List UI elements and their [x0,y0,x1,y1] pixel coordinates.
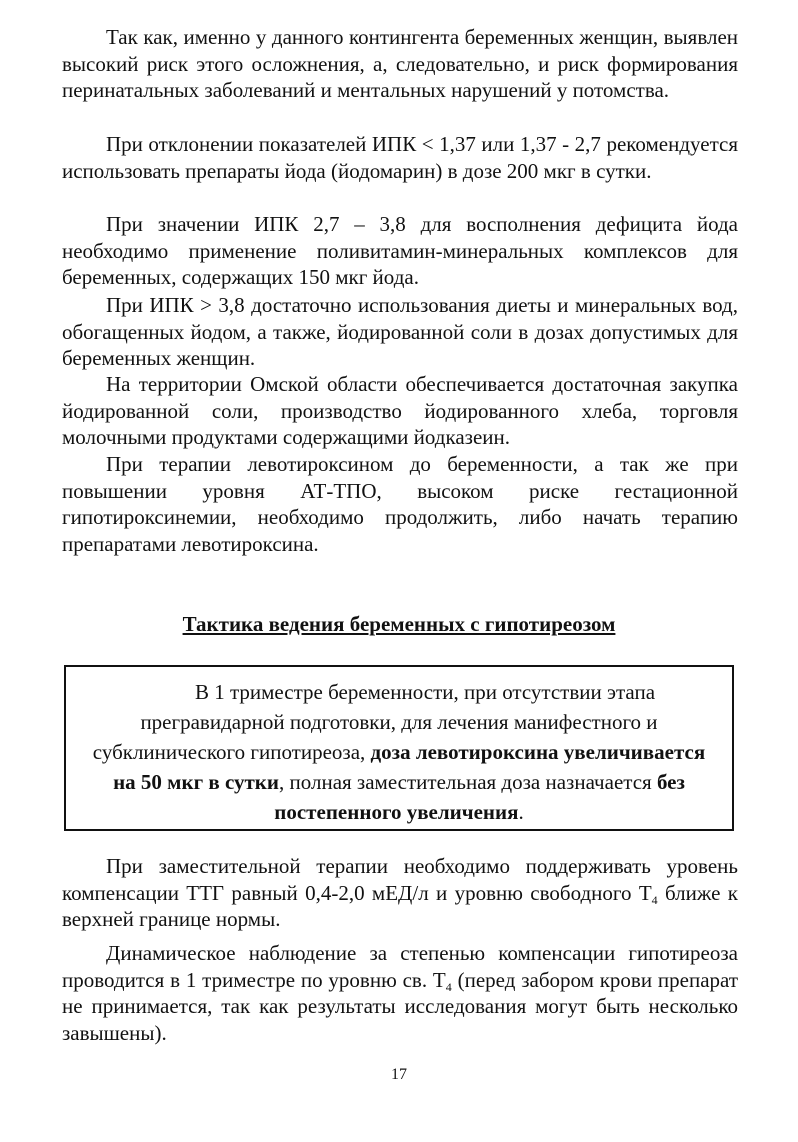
p8-text-a: Динамическое наблюдение за степенью компенсации гипотиреоза проводится в 1 триместре по уровню св. Т [62,941,738,992]
p8-text-b: (перед забором крови препарат не принимается, так как результаты исследования могут быть несколько завышены). [62,967,738,1045]
paragraph-ipk-mid: При значении ИПК 2,7 – 3,8 для восполнения дефицита йода необходимо применение поливитамин-минеральных комплексов для беременных, содержащих 150 мкг йода. [62,212,738,289]
paragraph-ipk-low: При отклонении показателей ИПК < 1,37 или 1,37 - 2,7 рекомендуется использовать препараты йода (йодомарин) в дозе 200 мкг в сутки. [62,132,738,183]
p7-text-a: При заместительной терапии необходимо поддерживать уровень компенсации ТТГ равный 0,4-2,0 мЕД/л и уровню свободного Т [62,854,738,905]
p8-subscript: 4 [445,979,452,994]
box-text-part2: , полная заместительная доза назначается [279,770,657,794]
p7-subscript: 4 [651,892,658,907]
box-text-bold2: без постепенного увеличения [274,770,685,824]
box-text-part3: . [518,800,524,824]
box-text-part1: В 1 триместре беременности, при отсутствии этапа прегравидарной подготовки, для лечения манифестного и субклинического гипотиреоза, [92,680,658,764]
section-heading: Тактика ведения беременных с гипотиреозом [182,612,616,636]
paragraph-risk: Так как, именно у данного контингента беременных женщин, выявлен высокий риск этого осложнения, а, следовательно, и риск формирования перинатальных заболеваний и ментальных нарушений у потомства. [62,25,738,102]
paragraph-ipk-high: При ИПК > 3,8 достаточно использования диеты и минеральных вод, обогащенных йодом, а также, йодированной соли в дозах допустимых для беременных женщин. [62,293,738,370]
box-text-bold1: доза левотироксина увеличивается на 50 мкг в сутки [113,740,706,794]
paragraph-omsk: На территории Омской области обеспечивается достаточная закупка йодированной соли, производство йодированного хлеба, торговля молочными продуктами содержащими йодказеин. [62,372,738,449]
paragraph-tsh-target [62,853,738,933]
paragraph-levothyroxine: При терапии левотироксином до беременности, а так же при повышении уровня АТ-ТПО, высоком риске гестационной гипотироксинемии, необходимо продолжить, либо начать терапию препаратами левотироксина. [62,452,738,556]
p7-text-b: ближе к верхней границе нормы. [62,880,738,931]
paragraph-monitoring [62,940,738,1046]
page-number: 17 [391,1066,407,1083]
highlight-box-text [88,677,710,827]
highlight-box [64,665,734,831]
